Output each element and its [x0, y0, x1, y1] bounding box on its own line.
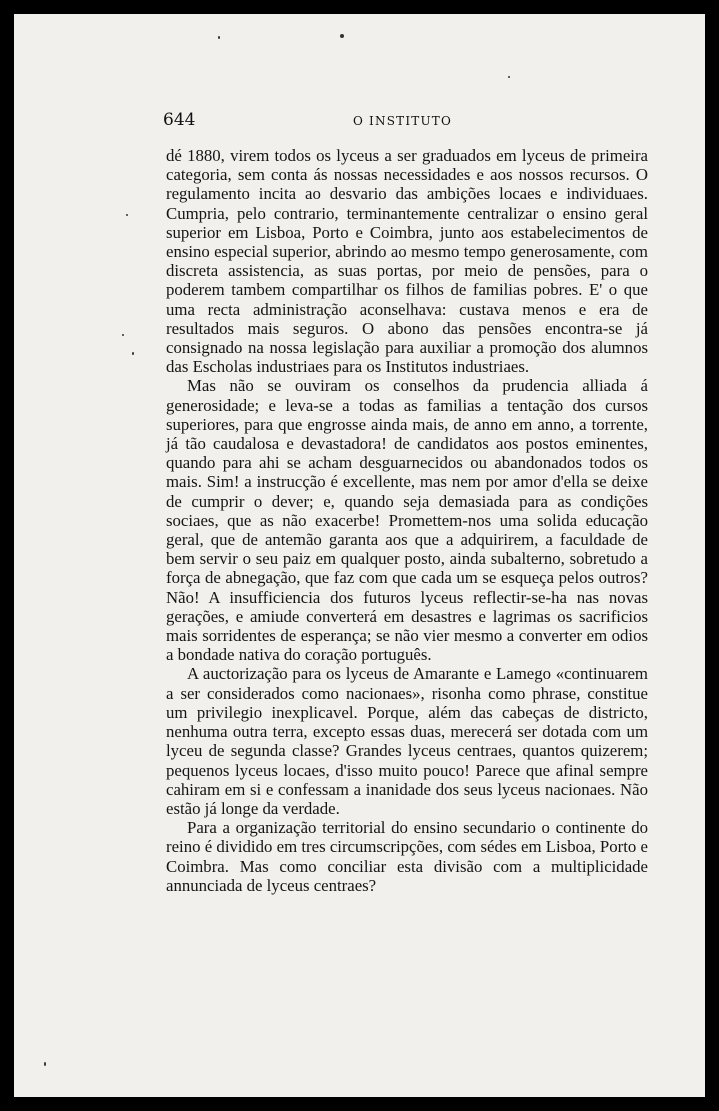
text-body: [166, 146, 648, 895]
paragraph: dé 1880, virem todos os lyceus a ser graduados em lyceus de primeira categoria, sem conta ás nossas necessidades e aos nossos recursos. O regulamento incita ao desvario das ambições locaes e individuaes. Cumpria, pelo contrario, terminantemente centralizar o ensino geral superior em Lisboa, Porto e Coimbra, junto aos estabelecimentos de ensino especial superior, abrindo ao mesmo tempo generosamente, com discreta assistencia, as suas portas, por meio de pensões, para o poderem tambem compartilhar os filhos de familias pobres. E' o que uma recta administração aconselhava: custava menos e era de resultados mais seguros. O abono das pensões encontra-se já consignado na nossa legislação para auxiliar a promoção dos alumnos das Escholas industriaes para os Institutos industriaes.: [166, 146, 648, 377]
scan-speck: [132, 352, 134, 355]
scan-speck: [508, 76, 510, 78]
paragraph: Para a organização territorial do ensino secundario o continente do reino é dividido em tres circumscripções, com sédes em Lisboa, Porto e Coimbra. Mas como conciliar esta divisão com a multiplicidade annunciada de lyceus centraes?: [166, 818, 648, 895]
running-head: [163, 110, 643, 136]
scan-speck: [44, 1062, 46, 1066]
scan-speck: [340, 34, 344, 38]
paragraph: Mas não se ouviram os conselhos da prudencia alliada á generosidade; e leva-se a todas as familias a tentação dos cursos superiores, para que engrosse ainda mais, de anno em anno, a torrente, já tão caudalosa e devastadora! de candidatos aos postos eminentes, quando para ahi se acham desguarnecidos ou abandonados todos os mais. Sim! a instrucção é excellente, mas nem por amor d'ella se deixe de cumprir o dever; e, quando seja demasiada para as condições sociaes, que as não exacerbe! Promettem-nos uma solida educação geral, que de antemão garanta aos que a adquirirem, a faculdade de bem servir o seu paiz em qualquer posto, ainda subalterno, sobretudo a força de abnegação, que faz com que cada um se esqueça pelos outros? Não! A insufficiencia dos futuros lyceus reflectir-se-ha nas novas gerações, e amiude converterá em desastres e lagrimas os sacrificios mais sorridentes de esperança; se não vier mesmo a converter em odios a bondade nativa do coração português.: [166, 376, 648, 665]
journal-title: O INSTITUTO: [353, 114, 453, 128]
book-page: [14, 14, 705, 1097]
page-number: 644: [163, 110, 196, 130]
scan-speck: [122, 334, 124, 336]
scan-speck: [126, 214, 128, 216]
scan-speck: [218, 36, 220, 39]
paragraph: A auctorização para os lyceus de Amarante e Lamego «continuarem a ser considerados como nacionaes», risonha como phrase, constitue um privilegio inexplicavel. Porque, além das cabeças de districto, nenhuma outra terra, excepto essas duas, merecerá ser dotada com um lyceu de segunda classe? Grandes lyceus centraes, quantos quizerem; pequenos lyceus locaes, d'isso muito pouco! Parece que afinal sempre cahiram em si e confessam a inanidade dos seus lyceus nacionaes. Não estão já longe da verdade.: [166, 664, 648, 818]
